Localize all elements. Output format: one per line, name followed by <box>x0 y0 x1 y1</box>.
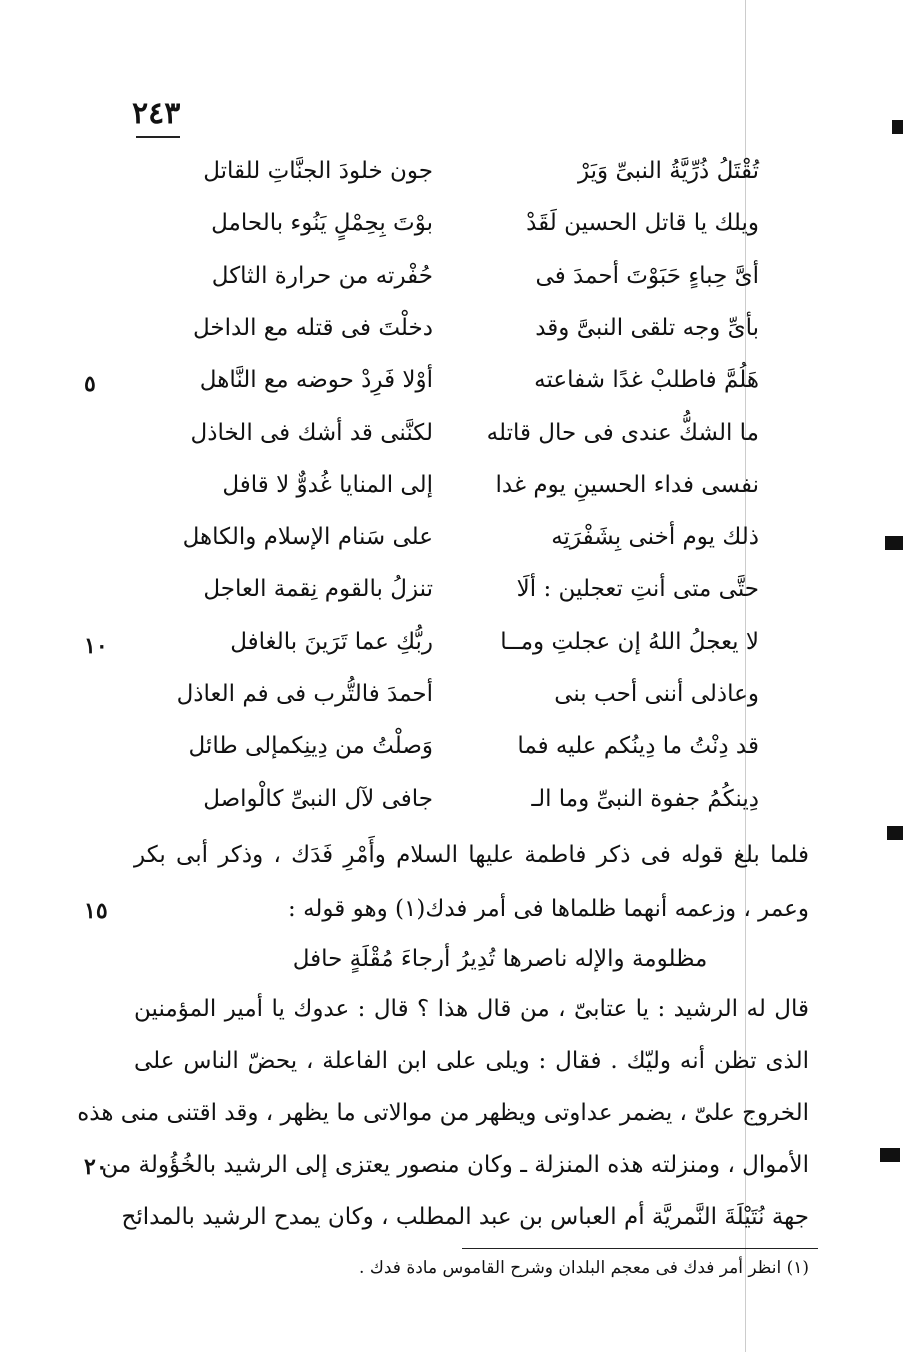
verse-first-hemistich: ذلك يوم أخنى بِشَفْرَتِه <box>551 524 759 551</box>
line-number: ١٥ <box>84 898 108 924</box>
verse-first-hemistich: لا يعجلُ اللهُ إن عجلتِ ومــا <box>500 628 759 655</box>
verse-row <box>0 786 903 838</box>
verse-first-hemistich: ويلك يا قاتل الحسين لَقَدْ <box>526 210 759 237</box>
verse-second-hemistich: تنزلُ بالقوم نِقمة العاجل <box>203 576 433 603</box>
verse-row <box>0 681 903 733</box>
verse-second-hemistich: وَصلْتُ من دِينِكمإلى طائل <box>188 733 433 760</box>
line-number: ٢٠ <box>84 1154 108 1180</box>
verse-second-hemistich: على سَنام الإسلام والكاهل <box>182 524 433 551</box>
verse-row <box>0 158 903 210</box>
verse-row <box>0 315 903 367</box>
verse-first-hemistich: دِينكُمُ جفوة النبىِّ وما الـ <box>531 785 759 812</box>
page-number-rule <box>136 136 180 138</box>
verse-first-hemistich: هَلُمَّ فاطلبْ غدًا شفاعته <box>534 367 759 394</box>
verse-row <box>0 733 903 785</box>
verse-first-hemistich: أىَّ حِباءٍ حَبَوْتَ أحمدَ فى <box>535 262 759 289</box>
verse-second-hemistich: ربُّكِ عما تَرَينَ بالغافل <box>230 628 433 655</box>
verse-second-hemistich: إلى المنايا غُدوٌّ لا قافل <box>222 471 433 498</box>
verse-row <box>0 524 903 576</box>
verse-second-hemistich: لكنَّنى قد أشك فى الخاذل <box>190 419 433 446</box>
verse-row <box>0 472 903 524</box>
paragraph-line: فلما بلغ قوله فى ذكر فاطمة عليها السلام وأَمْرِ فَدَك ، وذكر أبى بكر <box>134 842 809 868</box>
paragraph-line: الخروج علىّ ، يضمر عداوتى ويظهر من موالاتى ما يظهر ، وقد اقتنى منى هذه <box>77 1100 809 1126</box>
verse-first-hemistich: قد دِنْتُ ما دِينُكم عليه فما <box>517 733 759 760</box>
verse-first-hemistich: وعاذلى أننى أحب بنى <box>554 681 759 707</box>
verse-second-hemistich: جافى لآل النبىِّ كالْواصل <box>203 785 433 812</box>
paragraph-line: جهة نُتَيْلَةَ النَّمريَّة أم العباس بن عبد المطلب ، وكان يمدح الرشيد بالمدائح <box>121 1204 809 1230</box>
verse-first-hemistich: حتَّى متى أنتِ تعجلين : ألَا <box>516 576 759 603</box>
verse-second-hemistich: جون خلودَ الجنَّاتِ للقاتل <box>203 158 433 184</box>
verse-first-hemistich: ما الشكُّ عندى فى حال قاتله <box>486 419 759 446</box>
line-number: ٥ <box>84 371 96 398</box>
verse-second-hemistich: دخلْتَ فى قتله مع الداخل <box>192 314 433 341</box>
footnote: (١) انظر أمر فدك فى معجم البلدان وشرح القاموس مادة فدك . <box>359 1258 809 1278</box>
margin-tab <box>880 1148 900 1162</box>
verse-first-hemistich: تُقْتَلُ ذُرِّيَّةُ النبىِّ وَيَرْ <box>577 158 759 184</box>
verse-row <box>0 367 903 419</box>
verse-first-hemistich: نفسى فداء الحسينِ يوم غدا <box>495 471 759 498</box>
verse-row <box>0 263 903 315</box>
verse-row <box>0 210 903 262</box>
verse-row <box>0 629 903 681</box>
verse-row <box>0 576 903 628</box>
paragraph-line: قال له الرشيد : يا عتابىّ ، من قال هذا ؟ قال : عدوك يا أمير المؤمنين <box>134 996 809 1022</box>
verse-first-hemistich: بأىِّ وجه تلقى النبىَّ وقد <box>535 314 759 341</box>
verse-line: مظلومة والإله ناصرها تُدِيرُ أرجاءَ مُقْلَةٍ حافل <box>292 946 708 972</box>
page-number: ٢٤٣ <box>132 96 181 131</box>
margin-tab <box>892 120 903 134</box>
verse-second-hemistich: أحمدَ فالتُّرب فى فم العاذل <box>176 681 433 707</box>
verse-second-hemistich: بوْتَ بِحِمْلٍ يَنُوء بالحامل <box>211 210 433 237</box>
verse-row <box>0 420 903 472</box>
paragraph-line: وعمر ، وزعمه أنهما ظلماها فى أمر فدك(١) وهو قوله : <box>288 896 809 922</box>
verse-second-hemistich: حُفْرته من حرارة الثاكل <box>211 262 433 289</box>
footnote-rule <box>462 1248 818 1249</box>
verse-second-hemistich: أوْلا فَرِدْ حوضه مع النَّاهل <box>199 367 433 394</box>
paragraph-line: الذى تظن أنه وليّك . فقال : ويلى على ابن الفاعلة ، يحضّ الناس على <box>134 1048 809 1074</box>
line-number: ١٠ <box>84 632 108 659</box>
paragraph-line: الأموال ، ومنزلته هذه المنزلة ـ وكان منصور يعتزى إلى الرشيد بالخُؤُولة من <box>101 1152 809 1178</box>
